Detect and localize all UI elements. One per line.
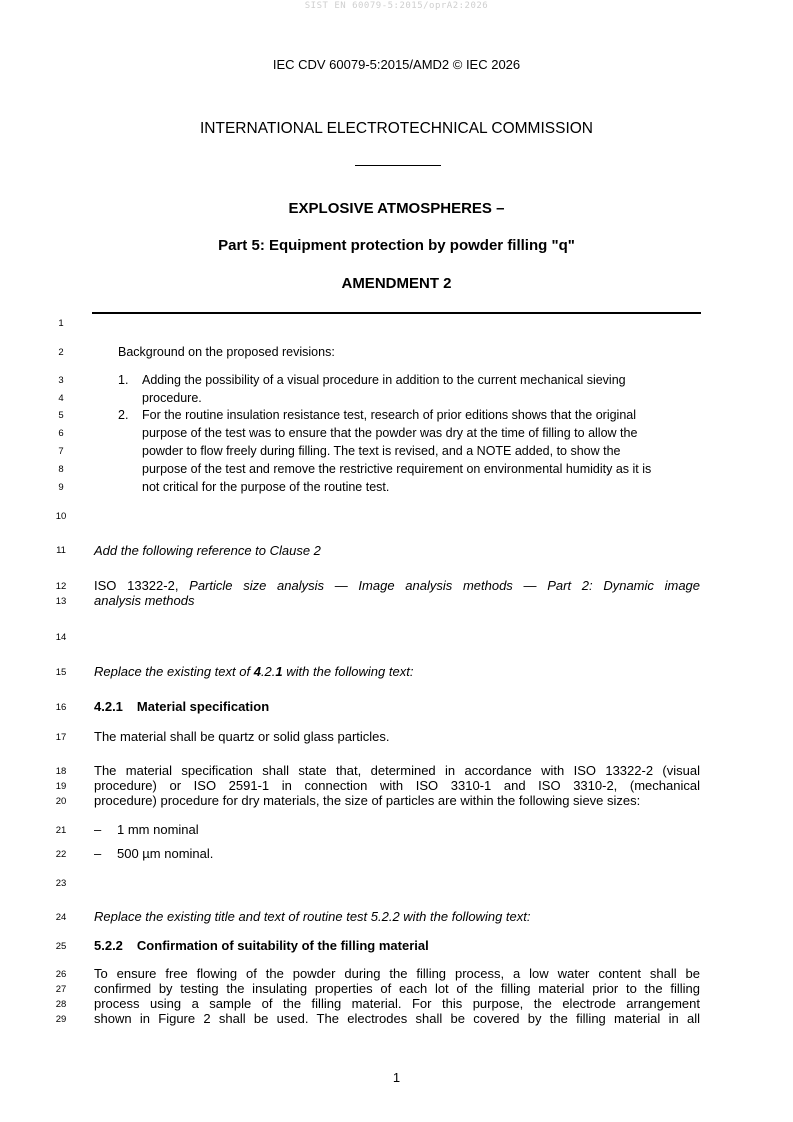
- line-number: 15: [55, 667, 67, 678]
- list-item-text: For the routine insulation resistance test, research of prior editions shows that the original: [142, 408, 637, 422]
- line-number: 22: [55, 849, 67, 860]
- section-title: Confirmation of suitability of the filling material: [136, 938, 429, 953]
- paragraph-line: confirmed by testing the insulating properties of each lot of the filling material prior to the filling: [94, 981, 700, 996]
- line-number: 27: [55, 984, 67, 995]
- line-number: 25: [55, 941, 67, 952]
- reference-line-1: [94, 578, 700, 593]
- list-number: 1.: [118, 373, 129, 387]
- line-number: 13: [55, 596, 67, 607]
- title-divider: [92, 312, 701, 314]
- reference-title: Particle size analysis — Image analysis methods — Part 2: Dynamic image: [189, 578, 701, 593]
- instruction-text: Replace the existing text of: [94, 664, 254, 679]
- reference-code: ISO 13322-2,: [94, 578, 179, 593]
- short-divider: [355, 165, 441, 166]
- list-item-text: purpose of the test was to ensure that the powder was dry at the time of filling to allow the: [142, 426, 638, 440]
- list-item-text: purpose of the test and remove the restrictive requirement on environmental humidity as it is: [142, 462, 652, 476]
- line-number: 1: [58, 318, 64, 329]
- instruction-text: 1: [275, 664, 283, 679]
- instruction-text: with the following text:: [282, 664, 414, 679]
- background-heading: Background on the proposed revisions:: [118, 345, 335, 359]
- paragraph-line: process using a sample of the filling material. For this purpose, the electrode arrangement: [94, 996, 700, 1011]
- line-number: 9: [58, 482, 64, 493]
- paragraph-line: procedure) procedure for dry materials, the size of particles are within the following sieve sizes:: [94, 793, 641, 808]
- document-header: IEC CDV 60079-5:2015/AMD2 © IEC 2026: [272, 57, 521, 72]
- paragraph-line: To ensure free flowing of the powder during the filling process, a low water content shall be: [94, 966, 700, 981]
- list-dash: –: [94, 822, 102, 837]
- line-number: 12: [55, 581, 67, 592]
- page-number: 1: [392, 1070, 401, 1085]
- paragraph: The material shall be quartz or solid glass particles.: [94, 729, 390, 744]
- line-number: 4: [58, 393, 64, 404]
- line-number: 16: [55, 702, 67, 713]
- list-item: 500 µm nominal.: [117, 846, 214, 861]
- watermark: SIST EN 60079-5:2015/oprA2:2026: [304, 1, 489, 11]
- paragraph-line: shown in Figure 2 shall be used. The electrodes shall be covered by the filling material in all: [94, 1011, 700, 1026]
- instruction-clause-421: [94, 664, 413, 679]
- instruction-text: .2.: [260, 664, 276, 679]
- list-item: 1 mm nominal: [117, 822, 199, 837]
- instruction-clause-2: Add the following reference to Clause 2: [94, 543, 321, 558]
- list-dash: –: [94, 846, 102, 861]
- paragraph-line: The material specification shall state that, determined in accordance with ISO 13322-2 (visual: [94, 763, 700, 778]
- line-number: 28: [55, 999, 67, 1010]
- list-item-text: procedure.: [142, 391, 202, 405]
- line-number: 6: [58, 428, 64, 439]
- section-number: 4.2.1: [94, 699, 123, 714]
- title-line-1: EXPLOSIVE ATMOSPHERES –: [288, 200, 505, 217]
- list-item-text: powder to flow freely during filling. The text is revised, and a NOTE added, to show the: [142, 444, 621, 458]
- section-heading-421: [94, 699, 269, 714]
- line-number: 26: [55, 969, 67, 980]
- line-number: 11: [56, 545, 66, 556]
- paragraph-line: procedure) or ISO 2591-1 in connection with ISO 3310-1 and ISO 3310-2, (mechanical: [94, 778, 700, 793]
- title-line-3: AMENDMENT 2: [341, 275, 452, 292]
- instruction-clause-522: Replace the existing title and text of routine test 5.2.2 with the following text:: [94, 909, 531, 924]
- line-number: 29: [55, 1014, 67, 1025]
- section-heading-522: [94, 938, 429, 953]
- section-number: 5.2.2: [94, 938, 123, 953]
- instruction-text: 4: [253, 664, 261, 679]
- line-number: 18: [55, 766, 67, 777]
- list-item-text: not critical for the purpose of the routine test.: [142, 480, 390, 494]
- line-number: 2: [58, 347, 64, 358]
- reference-line-2: analysis methods: [94, 593, 195, 608]
- line-number: 24: [55, 912, 67, 923]
- organization-name: INTERNATIONAL ELECTROTECHNICAL COMMISSION: [200, 120, 593, 137]
- title-line-2: Part 5: Equipment protection by powder filling "q": [218, 237, 575, 254]
- line-number: 8: [58, 464, 64, 475]
- list-number: 2.: [118, 408, 129, 422]
- line-number: 7: [58, 446, 64, 457]
- line-number: 17: [55, 732, 67, 743]
- section-title: Material specification: [136, 699, 270, 714]
- line-number: 23: [55, 878, 67, 889]
- line-number: 20: [55, 796, 67, 807]
- line-number: 3: [58, 375, 64, 386]
- line-number: 21: [55, 825, 67, 836]
- line-number: 14: [55, 632, 67, 643]
- line-number: 5: [58, 410, 64, 421]
- list-item-text: Adding the possibility of a visual procedure in addition to the current mechanical sieving: [142, 373, 626, 387]
- line-number: 10: [55, 511, 67, 522]
- line-number: 19: [55, 781, 67, 792]
